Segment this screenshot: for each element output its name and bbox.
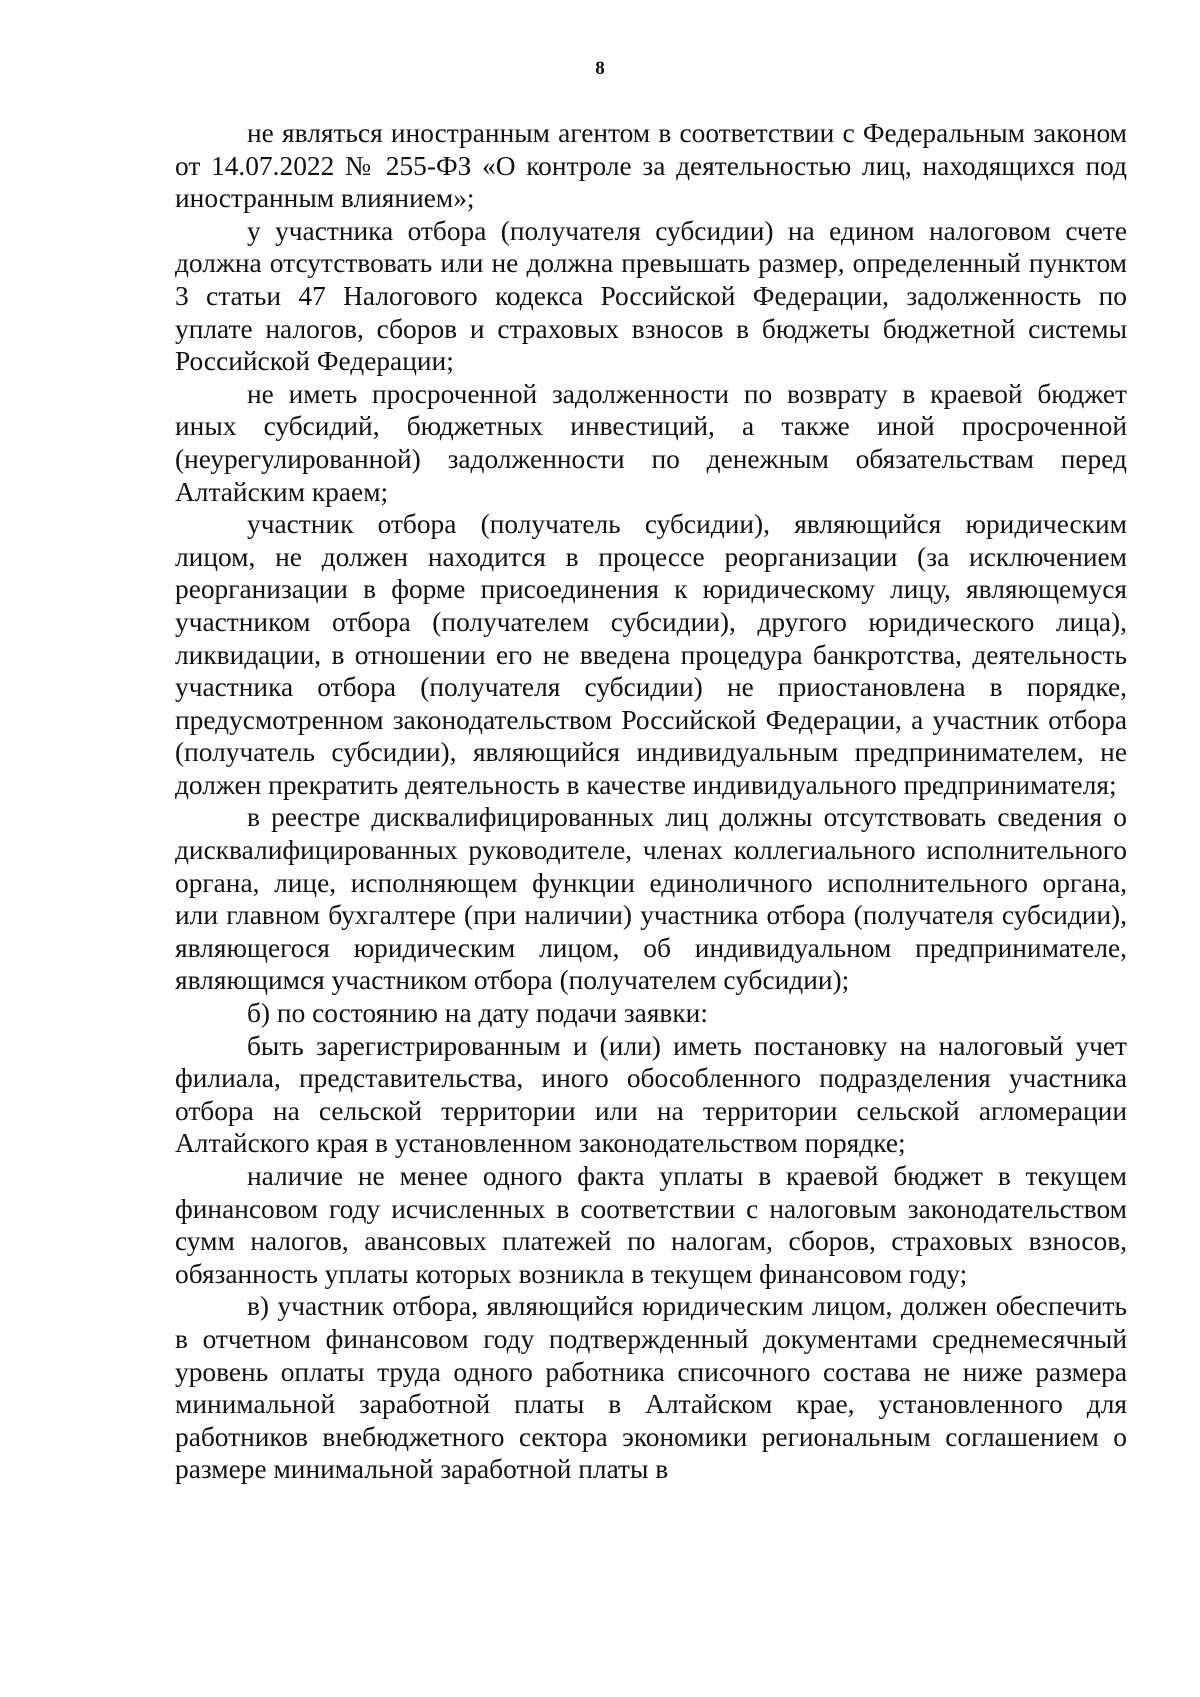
paragraph-foreign-agent: не являться иностранным агентом в соответствии с Федеральным законом от 14.07.2022 № 255-ФЗ «О контроле за деятельностью лиц, находящихся под иностранным влиянием»; xyxy=(175,118,1127,214)
paragraph-disqualified-registry: в реестре дисквалифицированных лиц должны отсутствовать сведения о дисквалифицированных руководителе, членах коллегиального исполнительного органа, лице, исполняющем функции единоличного исполнительного органа, или главном бухгалтере (при наличии) участника отбора (получателя субсидии), являющегося юридическим лицом, об индивидуальном предпринимателе, являющимся участником отбора (получателем субсидии); xyxy=(175,802,1127,996)
paragraph-tax-payment: наличие не менее одного факта уплаты в краевой бюджет в текущем финансовом году исчисленных в соответствии с налоговым законодательством сумм налогов, авансовых платежей по налогам, сборов, страховых взносов, обязанность уплаты которых возникла в текущем финансовом году; xyxy=(175,1161,1127,1289)
paragraph-registration: быть зарегистрированным и (или) иметь постановку на налоговый учет филиала, представительства, иного обособленного подразделения участника отбора на сельской территории или на территории сельской агломерации Алтайского края в установленном законодательством порядке; xyxy=(175,1030,1127,1159)
paragraph-overdue-debt: не иметь просроченной задолженности по возврату в краевой бюджет иных субсидий, бюджетных инвестиций, а также иной просроченной (неурегулированной) задолженности по денежным обязательствам перед Алтайским краем; xyxy=(175,378,1127,507)
paragraph-reorganization: участник отбора (получатель субсидии), являющийся юридическим лицом, не должен находится в процессе реорганизации (за исключением реорганизации в форме присоединения к юридическому лицу, являющемуся участником отбора (получателем субсидии), другого юридического лица), ликвидации, в отношении его не введена процедура банкротства, деятельность участника отбора (получателя субсидии) не приостановлена в порядке, предусмотренном законодательством Российской Федерации, а участник отбора (получатель субсидии), являющийся индивидуальным предпринимателем, не должен прекратить деятельность в качестве индивидуального предпринимателя; xyxy=(175,509,1127,800)
paragraph-wage-level: в) участник отбора, являющийся юридическим лицом, должен обеспечить в отчетном финансовом году подтвержденный документами среднемесячный уровень оплаты труда одного работника списочного состава не ниже размера минимальной заработной платы в Алтайском крае, установленного для работников внебюджетного сектора экономики региональным соглашением о размере минимальной заработной платы в xyxy=(175,1291,1127,1485)
document-body xyxy=(175,117,1127,1486)
paragraph-application-date: б) по состоянию на дату подачи заявки: xyxy=(247,998,708,1029)
page-number: 8 xyxy=(595,58,605,79)
paragraph-tax-account: у участника отбора (получателя субсидии) на едином налоговом счете должна отсутствовать или не должна превышать размер, определенный пунктом 3 статьи 47 Налогового кодекса Российской Федерации, задолженность по уплате налогов, сборов и страховых взносов в бюджеты бюджетной системы Российской Федерации; xyxy=(175,215,1127,377)
